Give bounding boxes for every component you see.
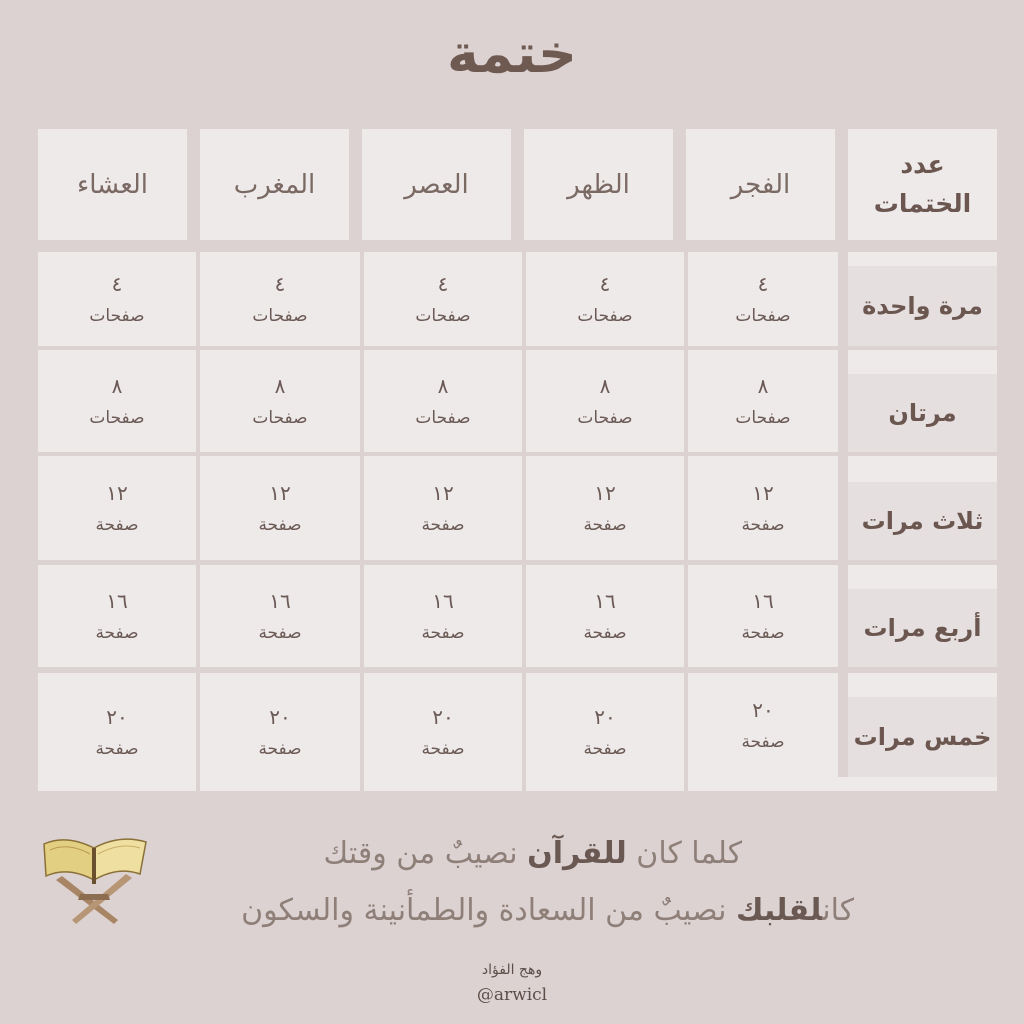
cell-four-fajr xyxy=(688,565,838,667)
corner-line-1: عدد xyxy=(900,149,945,179)
cell-four-maghrib xyxy=(200,565,360,667)
quote-line-2-part-c: نصيبٌ من السعادة والطمأنينة والسكون xyxy=(241,893,736,928)
pages-number: ١٦ xyxy=(752,588,774,613)
pages-unit: صفحات xyxy=(577,305,633,326)
pages-unit: صفحة xyxy=(258,738,302,759)
table-bottom-strip xyxy=(688,777,997,791)
cell-five-isha xyxy=(38,673,196,791)
pages-number: ٤ xyxy=(274,271,286,296)
pages-unit: صفحة xyxy=(583,622,627,643)
pages-unit: صفحة xyxy=(583,514,627,535)
pages-number: ٤ xyxy=(437,271,449,296)
corner-line-2: الختمات xyxy=(873,188,972,218)
header-asr: العصر xyxy=(362,129,511,240)
pages-unit: صفحات xyxy=(415,407,471,428)
pages-number: ٨ xyxy=(111,373,123,398)
pages-number: ١٦ xyxy=(269,588,291,613)
quote-line-2 xyxy=(0,893,1024,928)
pages-number: ١٢ xyxy=(752,480,774,505)
pages-unit: صفحة xyxy=(421,622,465,643)
row-label-twice: مرتان xyxy=(848,374,997,452)
pages-number: ٢٠ xyxy=(432,704,454,729)
cell-once-isha xyxy=(38,252,196,346)
pages-number: ١٦ xyxy=(594,588,616,613)
pages-number: ٨ xyxy=(757,373,769,398)
pages-number: ١٢ xyxy=(106,480,128,505)
signature-name: وهج الفؤاد xyxy=(481,962,543,978)
row-label-once: مرة واحدة xyxy=(848,266,997,346)
cell-five-asr xyxy=(364,673,522,791)
pages-number: ٢٠ xyxy=(269,704,291,729)
cell-twice-fajr xyxy=(688,350,838,452)
pages-number: ١٢ xyxy=(269,480,291,505)
cell-three-maghrib xyxy=(200,456,360,560)
pages-number: ٢٠ xyxy=(752,697,774,722)
row-label-three-times: ثلاث مرات xyxy=(848,482,997,560)
cell-twice-isha xyxy=(38,350,196,452)
row-band-2 xyxy=(848,350,997,374)
cell-once-fajr xyxy=(688,252,838,346)
cell-once-maghrib xyxy=(200,252,360,346)
row-band-1 xyxy=(848,252,997,266)
row-label-five-times: خمس مرات xyxy=(848,697,997,777)
quote-line-1-part-c: نصيبٌ من وقتك xyxy=(323,836,528,871)
cell-four-isha xyxy=(38,565,196,667)
quote-line-2-emphasis: لقلبك xyxy=(735,893,823,928)
pages-unit: صفحة xyxy=(258,622,302,643)
header-maghrib: المغرب xyxy=(200,129,349,240)
row-band-3 xyxy=(848,456,997,482)
page-title: ختمة xyxy=(447,22,577,85)
pages-unit: صفحة xyxy=(95,738,139,759)
cell-three-isha xyxy=(38,456,196,560)
pages-unit: صفحات xyxy=(89,407,145,428)
pages-unit: صفحات xyxy=(252,407,308,428)
row-band-5 xyxy=(848,673,997,697)
cell-twice-dhuhr xyxy=(526,350,684,452)
pages-unit: صفحة xyxy=(741,731,785,752)
pages-number: ٢٠ xyxy=(106,704,128,729)
pages-unit: صفحة xyxy=(258,514,302,535)
cell-three-fajr xyxy=(688,456,838,560)
pages-unit: صفحات xyxy=(415,305,471,326)
pages-unit: صفحة xyxy=(95,514,139,535)
pages-unit: صفحات xyxy=(735,407,791,428)
quote-line-1-part-a: كلما كان xyxy=(626,836,742,871)
pages-number: ٢٠ xyxy=(594,704,616,729)
pages-number: ١٦ xyxy=(432,588,454,613)
quote-line-1 xyxy=(0,836,1024,871)
row-label-four-times: أربع مرات xyxy=(848,589,997,667)
pages-number: ٤ xyxy=(599,271,611,296)
table-bottom-strip-left xyxy=(38,777,196,791)
pages-unit: صفحات xyxy=(577,407,633,428)
cell-once-asr xyxy=(364,252,522,346)
pages-number: ١٢ xyxy=(594,480,616,505)
pages-unit: صفحة xyxy=(95,622,139,643)
header-fajr: الفجر xyxy=(686,129,835,240)
quote-line-1-emphasis: للقرآن xyxy=(527,836,627,871)
pages-number: ٨ xyxy=(274,373,286,398)
row-band-4 xyxy=(848,565,997,589)
cell-three-asr xyxy=(364,456,522,560)
pages-number: ١٦ xyxy=(106,588,128,613)
pages-number: ٤ xyxy=(757,271,769,296)
pages-unit: صفحة xyxy=(583,738,627,759)
quote-line-2-part-a: كان xyxy=(822,893,854,928)
header-dhuhr: الظهر xyxy=(524,129,673,240)
cell-four-dhuhr xyxy=(526,565,684,667)
cell-once-dhuhr xyxy=(526,252,684,346)
signature-handle: @arwicl xyxy=(476,985,548,1005)
header-corner-cell xyxy=(848,129,997,240)
pages-number: ٨ xyxy=(437,373,449,398)
cell-five-fajr xyxy=(688,673,838,777)
pages-unit: صفحة xyxy=(741,622,785,643)
pages-unit: صفحة xyxy=(421,738,465,759)
pages-unit: صفحات xyxy=(89,305,145,326)
header-isha: العشاء xyxy=(38,129,187,240)
pages-number: ١٢ xyxy=(432,480,454,505)
pages-unit: صفحة xyxy=(741,514,785,535)
cell-three-dhuhr xyxy=(526,456,684,560)
pages-unit: صفحات xyxy=(735,305,791,326)
cell-twice-maghrib xyxy=(200,350,360,452)
cell-twice-asr xyxy=(364,350,522,452)
pages-unit: صفحات xyxy=(252,305,308,326)
pages-number: ٨ xyxy=(599,373,611,398)
pages-number: ٤ xyxy=(111,271,123,296)
cell-four-asr xyxy=(364,565,522,667)
cell-five-maghrib xyxy=(200,673,360,791)
pages-unit: صفحة xyxy=(421,514,465,535)
cell-five-dhuhr xyxy=(526,673,684,791)
